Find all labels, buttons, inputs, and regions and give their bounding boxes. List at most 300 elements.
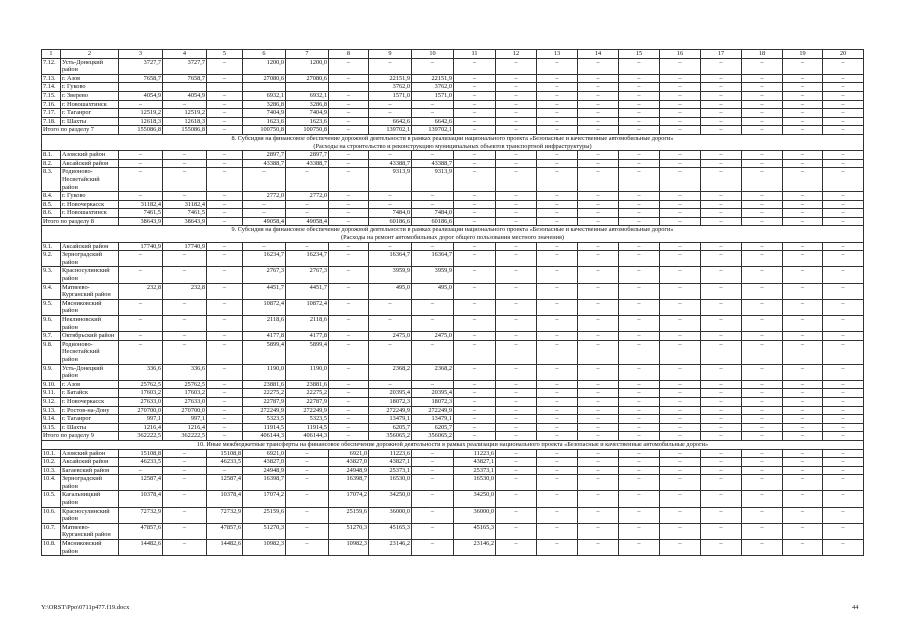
value-cell: 22787,9 <box>286 397 329 406</box>
table-row <box>42 340 864 364</box>
value-cell: – <box>742 458 783 467</box>
value-cell: 34250,0 <box>369 491 412 507</box>
value-cell: 272249,9 <box>286 406 329 415</box>
value-cell: 5323,5 <box>243 415 286 424</box>
value-cell: – <box>619 159 660 168</box>
total-value-cell: – <box>537 126 578 135</box>
value-cell: – <box>619 168 660 192</box>
value-cell: – <box>742 523 783 539</box>
value-cell: – <box>329 389 369 398</box>
value-cell: – <box>163 332 207 341</box>
value-cell: 15108,8 <box>119 449 163 458</box>
value-cell: – <box>823 316 864 332</box>
value-cell: 2772,0 <box>243 192 286 201</box>
value-cell: 272249,9 <box>412 406 454 415</box>
value-cell: 25159,6 <box>243 507 286 523</box>
value-cell: – <box>783 117 823 126</box>
table-row <box>42 507 864 523</box>
value-cell: – <box>823 267 864 283</box>
value-cell: – <box>537 299 578 315</box>
value-cell: – <box>412 192 454 201</box>
value-cell: – <box>578 475 619 491</box>
value-cell: – <box>619 507 660 523</box>
value-cell: – <box>537 151 578 160</box>
value-cell: – <box>369 151 412 160</box>
value-cell: – <box>207 380 243 389</box>
value-cell: – <box>496 397 537 406</box>
row-number-cell: 9.10. <box>42 380 61 389</box>
total-value-cell: – <box>619 126 660 135</box>
value-cell: – <box>163 151 207 160</box>
total-value-cell: – <box>823 217 864 226</box>
value-cell: – <box>619 58 660 74</box>
value-cell: – <box>119 100 163 109</box>
value-cell: – <box>660 491 701 507</box>
column-number-cell: 15 <box>619 50 660 59</box>
value-cell: – <box>329 299 369 315</box>
table-row <box>42 83 864 92</box>
value-cell: 14482,6 <box>207 540 243 556</box>
value-cell: 27080,6 <box>243 74 286 83</box>
value-cell: – <box>823 340 864 364</box>
value-cell: 272249,9 <box>243 406 286 415</box>
column-number-cell: 2 <box>61 50 119 59</box>
row-number-cell: 10.6. <box>42 507 61 523</box>
value-cell: – <box>578 251 619 267</box>
section-title: 8. Субсидия на финансовое обеспечение дорожной деятельности в рамках реализации национального проекта «Безопасные и качественные автомобильные дороги» <box>42 134 864 142</box>
value-cell: 22151,9 <box>369 74 412 83</box>
value-cell: – <box>619 117 660 126</box>
value-cell: 336,6 <box>163 364 207 380</box>
value-cell: – <box>701 458 742 467</box>
value-cell: 17603,2 <box>163 389 207 398</box>
value-cell: – <box>329 200 369 209</box>
value-cell: – <box>329 209 369 218</box>
document-file-path: Y:\ORST\Ppo\0711p477.f19.docx <box>41 604 130 611</box>
value-cell: 11914,5 <box>286 423 329 432</box>
value-cell: – <box>660 192 701 201</box>
value-cell: – <box>286 449 329 458</box>
value-cell: – <box>454 100 496 109</box>
value-cell: – <box>454 151 496 160</box>
value-cell: 47857,6 <box>207 523 243 539</box>
value-cell: – <box>742 100 783 109</box>
value-cell: – <box>496 449 537 458</box>
row-number-cell: 9.4. <box>42 283 61 299</box>
table-row <box>42 380 864 389</box>
value-cell: – <box>742 449 783 458</box>
value-cell: – <box>537 209 578 218</box>
value-cell: – <box>537 507 578 523</box>
value-cell: 5323,5 <box>286 415 329 424</box>
row-number-cell: 7.12. <box>42 58 61 74</box>
value-cell: – <box>329 406 369 415</box>
value-cell: – <box>783 458 823 467</box>
value-cell: – <box>823 491 864 507</box>
value-cell: – <box>701 475 742 491</box>
value-cell: 2897,7 <box>286 151 329 160</box>
value-cell: 43388,7 <box>243 159 286 168</box>
value-cell: – <box>119 299 163 315</box>
value-cell: – <box>496 267 537 283</box>
value-cell: 14482,6 <box>119 540 163 556</box>
value-cell: – <box>660 423 701 432</box>
value-cell: – <box>163 491 207 507</box>
municipality-name-cell: г. Таганрог <box>61 109 119 118</box>
value-cell: – <box>660 415 701 424</box>
value-cell: 272249,9 <box>369 406 412 415</box>
row-number-cell: 7.16. <box>42 100 61 109</box>
value-cell: – <box>783 209 823 218</box>
value-cell: 9313,9 <box>369 168 412 192</box>
total-value-cell: 139702,1 <box>412 126 454 135</box>
total-value-cell: – <box>619 432 660 441</box>
value-cell: 72732,9 <box>207 507 243 523</box>
total-value-cell: – <box>578 217 619 226</box>
value-cell: 2767,3 <box>286 267 329 283</box>
value-cell: 6932,1 <box>243 91 286 100</box>
value-cell: 6642,6 <box>369 117 412 126</box>
value-cell: – <box>742 251 783 267</box>
value-cell: – <box>619 540 660 556</box>
value-cell: – <box>578 316 619 332</box>
value-cell: – <box>496 458 537 467</box>
value-cell: – <box>537 523 578 539</box>
value-cell: – <box>823 406 864 415</box>
value-cell <box>286 83 329 92</box>
total-value-cell: 356065,2 <box>412 432 454 441</box>
value-cell: – <box>742 151 783 160</box>
total-value-cell: – <box>207 126 243 135</box>
value-cell: – <box>578 151 619 160</box>
value-cell: – <box>701 389 742 398</box>
value-cell: – <box>660 316 701 332</box>
value-cell: – <box>286 466 329 475</box>
value-cell: – <box>823 507 864 523</box>
value-cell: – <box>823 380 864 389</box>
value-cell: – <box>701 117 742 126</box>
value-cell: – <box>207 389 243 398</box>
value-cell: 25373,1 <box>369 466 412 475</box>
value-cell: – <box>660 209 701 218</box>
value-cell: 43827,0 <box>243 458 286 467</box>
value-cell: – <box>660 458 701 467</box>
value-cell: 270700,0 <box>119 406 163 415</box>
table-row <box>42 74 864 83</box>
value-cell: – <box>619 316 660 332</box>
municipality-name-cell: г. Новошахтинск <box>61 100 119 109</box>
value-cell: – <box>163 475 207 491</box>
value-cell: 72732,9 <box>119 507 163 523</box>
municipality-name-cell: Мясниковский район <box>61 299 119 315</box>
value-cell: – <box>163 267 207 283</box>
value-cell: – <box>537 458 578 467</box>
value-cell: – <box>454 267 496 283</box>
value-cell: – <box>412 299 454 315</box>
value-cell: – <box>619 242 660 251</box>
row-number-cell: 7.15. <box>42 91 61 100</box>
total-label: Итого по разделу 8 <box>42 217 119 226</box>
value-cell: 12587,4 <box>207 475 243 491</box>
total-value-cell: 155086,8 <box>119 126 163 135</box>
value-cell: 2475,0 <box>369 332 412 341</box>
value-cell: – <box>537 491 578 507</box>
row-number-cell: 10.8. <box>42 540 61 556</box>
value-cell: 2897,7 <box>243 151 286 160</box>
value-cell: – <box>742 475 783 491</box>
total-value-cell: – <box>660 217 701 226</box>
value-cell: – <box>701 507 742 523</box>
value-cell: 16234,7 <box>243 251 286 267</box>
value-cell: – <box>578 397 619 406</box>
column-number-cell: 18 <box>742 50 783 59</box>
value-cell: 7658,7 <box>163 74 207 83</box>
column-number-cell: 14 <box>578 50 619 59</box>
value-cell <box>243 83 286 92</box>
total-value-cell: – <box>578 432 619 441</box>
total-value-cell: – <box>454 126 496 135</box>
total-value-cell: – <box>742 432 783 441</box>
value-cell: – <box>823 109 864 118</box>
row-number-cell: 7.18. <box>42 117 61 126</box>
value-cell: – <box>701 100 742 109</box>
value-cell: – <box>412 380 454 389</box>
value-cell: – <box>660 332 701 341</box>
value-cell: – <box>496 389 537 398</box>
municipality-name-cell: Зерноградский район <box>61 251 119 267</box>
value-cell: – <box>660 74 701 83</box>
value-cell: – <box>412 151 454 160</box>
value-cell: 1571,0 <box>369 91 412 100</box>
row-number-cell: 9.2. <box>42 251 61 267</box>
total-value-cell: 49058,4 <box>286 217 329 226</box>
value-cell: – <box>783 466 823 475</box>
value-cell: – <box>369 299 412 315</box>
value-cell: 12587,4 <box>119 475 163 491</box>
municipality-name-cell: г. Ростов-на-Дону <box>61 406 119 415</box>
total-value-cell: – <box>454 432 496 441</box>
table-row <box>42 423 864 432</box>
value-cell: – <box>496 283 537 299</box>
value-cell <box>329 83 369 92</box>
value-cell: – <box>207 109 243 118</box>
section-title-row <box>42 134 864 142</box>
value-cell: – <box>496 340 537 364</box>
table-row <box>42 466 864 475</box>
value-cell: 495,0 <box>369 283 412 299</box>
value-cell: – <box>701 406 742 415</box>
value-cell: – <box>412 540 454 556</box>
value-cell: – <box>619 83 660 92</box>
value-cell: – <box>454 168 496 192</box>
table-row <box>42 58 864 74</box>
value-cell: – <box>412 316 454 332</box>
value-cell: – <box>454 423 496 432</box>
value-cell: – <box>701 466 742 475</box>
row-number-cell: 9.11. <box>42 389 61 398</box>
value-cell: – <box>742 466 783 475</box>
column-number-cell: 10 <box>412 50 454 59</box>
value-cell: – <box>619 332 660 341</box>
value-cell: – <box>286 458 329 467</box>
value-cell: – <box>783 168 823 192</box>
value-cell: – <box>823 299 864 315</box>
municipality-name-cell: Багаевский район <box>61 466 119 475</box>
value-cell: 2368,2 <box>369 364 412 380</box>
value-cell: – <box>369 340 412 364</box>
total-value-cell: 362222,5 <box>163 432 207 441</box>
total-value-cell: – <box>701 432 742 441</box>
value-cell: 2368,2 <box>412 364 454 380</box>
municipality-name-cell: г. Зверево <box>61 91 119 100</box>
value-cell: 1623,6 <box>286 117 329 126</box>
value-cell: – <box>207 283 243 299</box>
table-row <box>42 389 864 398</box>
value-cell: – <box>578 415 619 424</box>
value-cell: – <box>537 364 578 380</box>
value-cell: – <box>742 423 783 432</box>
value-cell: 997,1 <box>119 415 163 424</box>
column-number-cell: 11 <box>454 50 496 59</box>
value-cell: – <box>619 397 660 406</box>
value-cell: – <box>454 109 496 118</box>
municipality-name-cell: Мясниковский район <box>61 540 119 556</box>
value-cell: – <box>823 397 864 406</box>
value-cell: – <box>742 109 783 118</box>
table-row <box>42 168 864 192</box>
value-cell: – <box>454 200 496 209</box>
value-cell: – <box>660 91 701 100</box>
value-cell: – <box>823 332 864 341</box>
column-number-header-row <box>42 50 864 59</box>
value-cell: 36000,0 <box>369 507 412 523</box>
value-cell: 27633,0 <box>119 397 163 406</box>
value-cell: 11223,6 <box>369 449 412 458</box>
value-cell: – <box>660 523 701 539</box>
row-number-cell: 10.7. <box>42 523 61 539</box>
row-number-cell: 10.3. <box>42 466 61 475</box>
value-cell: – <box>701 332 742 341</box>
value-cell: 7484,0 <box>412 209 454 218</box>
value-cell: – <box>537 100 578 109</box>
municipality-name-cell: Красносулинский район <box>61 507 119 523</box>
value-cell: 6642,6 <box>412 117 454 126</box>
value-cell: – <box>619 415 660 424</box>
value-cell: 1200,0 <box>243 58 286 74</box>
row-number-cell: 9.1. <box>42 242 61 251</box>
municipality-name-cell: Усть-Донецкий район <box>61 58 119 74</box>
value-cell: – <box>783 58 823 74</box>
value-cell: – <box>823 523 864 539</box>
value-cell: 4054,9 <box>163 91 207 100</box>
value-cell: – <box>329 364 369 380</box>
value-cell: 46233,5 <box>207 458 243 467</box>
value-cell: – <box>537 415 578 424</box>
value-cell: – <box>163 192 207 201</box>
value-cell: – <box>207 406 243 415</box>
value-cell: – <box>823 58 864 74</box>
value-cell: – <box>701 251 742 267</box>
value-cell: – <box>701 209 742 218</box>
table-row <box>42 406 864 415</box>
value-cell: – <box>742 389 783 398</box>
value-cell: – <box>286 523 329 539</box>
value-cell: – <box>496 523 537 539</box>
value-cell: – <box>412 507 454 523</box>
value-cell: 11223,6 <box>454 449 496 458</box>
value-cell: – <box>119 340 163 364</box>
value-cell: 10982,3 <box>243 540 286 556</box>
value-cell: – <box>329 168 369 192</box>
value-cell: – <box>207 58 243 74</box>
row-number-cell: 8.1. <box>42 151 61 160</box>
value-cell: – <box>454 397 496 406</box>
total-value-cell: – <box>742 126 783 135</box>
value-cell: – <box>163 159 207 168</box>
row-number-cell: 9.15. <box>42 423 61 432</box>
value-cell: – <box>496 299 537 315</box>
value-cell: 7404,9 <box>243 109 286 118</box>
column-number-cell: 20 <box>823 50 864 59</box>
total-value-cell: 155086,8 <box>163 126 207 135</box>
value-cell: – <box>823 151 864 160</box>
value-cell: – <box>163 168 207 192</box>
value-cell: – <box>163 458 207 467</box>
value-cell: – <box>578 423 619 432</box>
value-cell: – <box>783 91 823 100</box>
municipality-name-cell: Азовский район <box>61 151 119 160</box>
value-cell: 12618,3 <box>163 117 207 126</box>
value-cell: – <box>783 316 823 332</box>
value-cell: – <box>207 100 243 109</box>
value-cell: – <box>578 168 619 192</box>
value-cell: – <box>454 242 496 251</box>
row-number-cell: 7.14. <box>42 83 61 92</box>
value-cell: 16364,7 <box>369 251 412 267</box>
value-cell: – <box>496 100 537 109</box>
section-title: 10. Иные межбюджетные трансферты на финансовое обеспечение дорожной деятельности в рамках реализации национального проекта «Безопасные и качественные автомобильные дороги» <box>42 440 864 449</box>
value-cell: – <box>286 242 329 251</box>
value-cell: – <box>496 540 537 556</box>
value-cell: – <box>783 100 823 109</box>
column-number-cell: 3 <box>119 50 163 59</box>
total-value-cell: – <box>329 217 369 226</box>
value-cell: 4451,7 <box>286 283 329 299</box>
value-cell: – <box>823 283 864 299</box>
row-number-cell: 8.6. <box>42 209 61 218</box>
value-cell: – <box>163 251 207 267</box>
section-title-row <box>42 440 864 449</box>
column-number-cell: 19 <box>783 50 823 59</box>
value-cell: – <box>783 389 823 398</box>
value-cell: – <box>701 299 742 315</box>
value-cell: – <box>578 267 619 283</box>
value-cell: – <box>823 415 864 424</box>
value-cell: – <box>578 540 619 556</box>
value-cell: – <box>783 332 823 341</box>
value-cell: – <box>701 523 742 539</box>
value-cell: – <box>619 192 660 201</box>
total-value-cell: 356065,2 <box>369 432 412 441</box>
value-cell: – <box>207 159 243 168</box>
value-cell: – <box>823 364 864 380</box>
table-row <box>42 316 864 332</box>
value-cell: 25373,1 <box>454 466 496 475</box>
value-cell: 3286,8 <box>286 100 329 109</box>
value-cell: – <box>619 491 660 507</box>
value-cell: – <box>578 523 619 539</box>
table-row <box>42 242 864 251</box>
